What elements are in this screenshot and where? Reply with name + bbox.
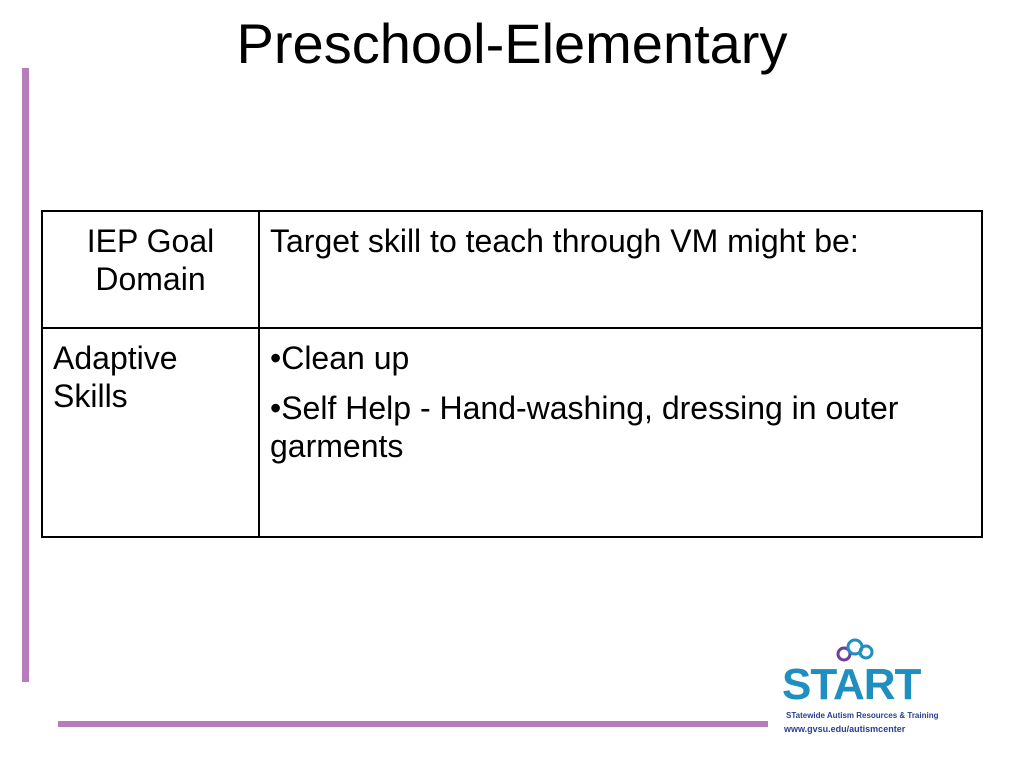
goals-table xyxy=(41,210,983,538)
start-logo xyxy=(782,638,939,738)
header-domain-line2: Domain xyxy=(95,261,206,297)
header-cell-domain xyxy=(42,211,259,328)
domain-label: Adaptive Skills xyxy=(53,340,178,414)
bottom-accent-bar xyxy=(58,721,768,727)
target-bullet: •Clean up xyxy=(270,340,410,376)
header-cell-target xyxy=(259,211,982,328)
slide-title: Preschool-Elementary xyxy=(236,12,788,75)
target-cell xyxy=(259,328,982,537)
header-target-label: Target skill to teach through VM might be: xyxy=(270,223,859,259)
domain-cell xyxy=(42,328,259,537)
header-domain-line1: IEP Goal xyxy=(86,223,215,259)
start-logo-wordmark: START xyxy=(782,660,921,709)
start-logo-url: www.gvsu.edu/autismcenter xyxy=(784,724,906,734)
start-logo-subtitle: STatewide Autism Resources & Training xyxy=(786,711,939,720)
table-header-row xyxy=(42,211,982,328)
left-accent-bar xyxy=(22,68,29,682)
target-bullet: •Self Help - Hand-washing, dressing in outer garments xyxy=(270,390,899,464)
table-row xyxy=(42,328,982,537)
